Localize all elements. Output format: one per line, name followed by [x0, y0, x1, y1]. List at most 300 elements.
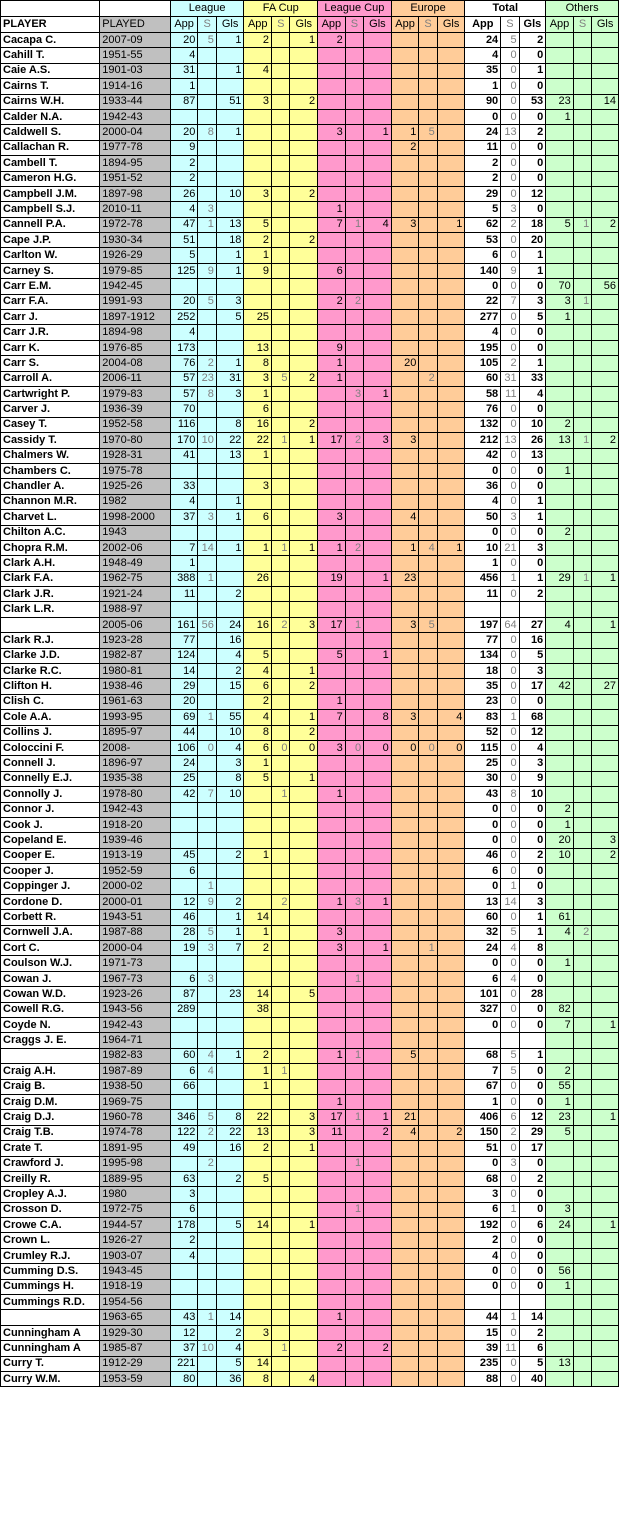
- total-gls-cell: 10: [519, 417, 546, 432]
- eu-app-cell: [391, 33, 419, 48]
- fa-gls-cell: [290, 279, 318, 294]
- lc-s-cell: [345, 1279, 363, 1294]
- player-cell: Craig D.M.: [1, 1094, 100, 1109]
- total-app-cell: 2: [465, 171, 501, 186]
- league-app-cell: 87: [170, 987, 198, 1002]
- others-app-cell: 23: [546, 94, 574, 109]
- fa-app-cell: [244, 1156, 272, 1171]
- lc-gls-cell: [364, 48, 392, 63]
- total-s-cell: 0: [501, 679, 519, 694]
- lc-s-cell: [345, 756, 363, 771]
- lc-gls-cell: [364, 617, 392, 632]
- league-app-cell: 4: [170, 1248, 198, 1263]
- others-gls-cell: 2: [592, 848, 619, 863]
- eu-gls-cell: [437, 771, 465, 786]
- table-row: [1, 1002, 619, 1017]
- eu-s-cell: [419, 479, 437, 494]
- others-s-cell: [573, 386, 591, 401]
- lc-app-cell: [318, 48, 346, 63]
- others-s-cell: [573, 956, 591, 971]
- eu-s-cell: [419, 186, 437, 201]
- total-app-cell: 60: [465, 910, 501, 925]
- eu-s-cell: [419, 1264, 437, 1279]
- league-app-cell: 122: [170, 1125, 198, 1140]
- fa-app-cell: 16: [244, 417, 272, 432]
- total-app-cell: 0: [465, 279, 501, 294]
- player-cell: Connell J.: [1, 756, 100, 771]
- table-row: [1, 233, 619, 248]
- total-app-cell: 0: [465, 1279, 501, 1294]
- eu-gls-cell: [437, 48, 465, 63]
- eu-app-cell: [391, 864, 419, 879]
- others-s-cell: [573, 1264, 591, 1279]
- fa-app-cell: 3: [244, 94, 272, 109]
- eu-gls-cell: [437, 617, 465, 632]
- league-s-cell: 10: [198, 1341, 216, 1356]
- others-app-cell: [546, 1248, 574, 1263]
- others-gls-cell: 1: [592, 1110, 619, 1125]
- league-app-cell: 106: [170, 740, 198, 755]
- eu-app-cell: [391, 1248, 419, 1263]
- eu-s-cell: [419, 233, 437, 248]
- total-app-cell: 3: [465, 1187, 501, 1202]
- others-gls-cell: [592, 971, 619, 986]
- table-row: [1, 540, 619, 555]
- fa-gls-cell: 3: [290, 1125, 318, 1140]
- player-cell: Cunningham A: [1, 1325, 100, 1340]
- others-s-cell: 2: [573, 925, 591, 940]
- eu-app-cell: [391, 417, 419, 432]
- others-s-cell: [573, 587, 591, 602]
- eu-app-cell: [391, 248, 419, 263]
- fa-gls-cell: [290, 879, 318, 894]
- eu-gls-cell: [437, 494, 465, 509]
- eu-s-cell: [419, 1064, 437, 1079]
- eu-gls-cell: [437, 109, 465, 124]
- table-row: [1, 802, 619, 817]
- total-gls-cell: 10: [519, 787, 546, 802]
- played-cell: 1942-43: [100, 802, 171, 817]
- league-cup-group-header: League Cup: [318, 1, 392, 17]
- league-s-cell: [198, 463, 216, 478]
- player-cell: Craggs J. E.: [1, 1033, 100, 1048]
- fa-gls-cell: [290, 1048, 318, 1063]
- league-app-cell: 3: [170, 1187, 198, 1202]
- fa-s-cell: [272, 1325, 290, 1340]
- lc-gls-cell: 1: [364, 1110, 392, 1125]
- league-app-cell: [170, 817, 198, 832]
- total-gls-cell: 1: [519, 925, 546, 940]
- eu-app-cell: 3: [391, 710, 419, 725]
- played-cell: 1901-03: [100, 63, 171, 78]
- table-row: [1, 171, 619, 186]
- eu-s-cell: 4: [419, 540, 437, 555]
- lc-s-cell: [345, 602, 363, 617]
- eu-gls-cell: [437, 386, 465, 401]
- league-gls-cell: [216, 556, 244, 571]
- league-s-cell: [198, 1218, 216, 1233]
- fa-s-cell: [272, 725, 290, 740]
- player-cell: Carroll A.: [1, 371, 100, 386]
- league-app-cell: [170, 279, 198, 294]
- others-gls-cell: [592, 1325, 619, 1340]
- total-gls-cell: 5: [519, 648, 546, 663]
- fa-app-cell: 13: [244, 340, 272, 355]
- fa-gls-cell: [290, 1018, 318, 1033]
- fa-s-cell: [272, 186, 290, 201]
- others-gls-cell: [592, 233, 619, 248]
- fa-app-cell: 9: [244, 263, 272, 278]
- lc-app-cell: [318, 186, 346, 201]
- total-app-cell: 77: [465, 633, 501, 648]
- fa-s-cell: [272, 510, 290, 525]
- total-app-cell: 10: [465, 540, 501, 555]
- eu-gls-cell: [437, 1110, 465, 1125]
- fa-app-cell: 1: [244, 448, 272, 463]
- total-app-cell: 46: [465, 848, 501, 863]
- fa-gls-cell: [290, 63, 318, 78]
- others-app-cell: [546, 864, 574, 879]
- lc-gls-cell: [364, 879, 392, 894]
- played-cell: 2000-01: [100, 894, 171, 909]
- total-s-cell: 9: [501, 263, 519, 278]
- league-gls-cell: [216, 340, 244, 355]
- eu-s-cell: [419, 1218, 437, 1233]
- eu-s-cell: [419, 1325, 437, 1340]
- league-app-cell: 47: [170, 217, 198, 232]
- league-s-cell: 8: [198, 125, 216, 140]
- league-app-cell: 63: [170, 1171, 198, 1186]
- others-gls-cell: [592, 556, 619, 571]
- others-app-cell: [546, 894, 574, 909]
- lc-app-cell: [318, 63, 346, 78]
- total-app-cell: 30: [465, 771, 501, 786]
- league-app-cell: 346: [170, 1110, 198, 1125]
- played-cell: 2000-02: [100, 879, 171, 894]
- player-cell: Clark R.J.: [1, 633, 100, 648]
- lc-app-cell: [318, 633, 346, 648]
- fa-s-cell: [272, 1264, 290, 1279]
- lc-gls-cell: [364, 525, 392, 540]
- eu-gls-cell: [437, 1310, 465, 1325]
- fa-gls-cell: [290, 941, 318, 956]
- eu-s-cell: 5: [419, 617, 437, 632]
- league-gls-cell: 2: [216, 1171, 244, 1186]
- league-gls-cell: 8: [216, 771, 244, 786]
- lc-app-cell: 1: [318, 1048, 346, 1063]
- total-app-cell: 42: [465, 448, 501, 463]
- lc-app-cell: [318, 1156, 346, 1171]
- league-app-cell: 9: [170, 140, 198, 155]
- fa-gls-cell: 2: [290, 679, 318, 694]
- others-s-cell: 1: [573, 433, 591, 448]
- others-app-cell: [546, 186, 574, 201]
- league-gls-cell: 18: [216, 233, 244, 248]
- others-gls-cell: [592, 1341, 619, 1356]
- lc-app-cell: [318, 864, 346, 879]
- others-app-cell: [546, 448, 574, 463]
- lc-s-cell: 1: [345, 1110, 363, 1125]
- fa-s-cell: [272, 833, 290, 848]
- lc-gls-cell: [364, 1079, 392, 1094]
- league-gls-cell: 22: [216, 433, 244, 448]
- lc-gls-cell: [364, 1356, 392, 1371]
- fa-s-cell: [272, 971, 290, 986]
- fa-app-cell: [244, 279, 272, 294]
- fa-gls-cell: [290, 587, 318, 602]
- total-gls-cell: 26: [519, 433, 546, 448]
- lc-gls-cell: [364, 202, 392, 217]
- fa-s-cell: [272, 925, 290, 940]
- others-gls-cell: [592, 1002, 619, 1017]
- league-s-cell: [198, 79, 216, 94]
- league-gls-cell: 51: [216, 94, 244, 109]
- total-app-cell: 4: [465, 48, 501, 63]
- league-app-cell: 60: [170, 1048, 198, 1063]
- fa-gls-cell: 0: [290, 740, 318, 755]
- lc-gls-header: Gls: [364, 17, 392, 33]
- table-row: [1, 1033, 619, 1048]
- eu-s-cell: [419, 1002, 437, 1017]
- fa-s-cell: 0: [272, 740, 290, 755]
- others-s-cell: [573, 710, 591, 725]
- league-gls-cell: [216, 325, 244, 340]
- played-cell: 1979-85: [100, 263, 171, 278]
- others-s-cell: [573, 63, 591, 78]
- total-s-cell: 0: [501, 417, 519, 432]
- played-cell: 1926-29: [100, 248, 171, 263]
- fa-gls-cell: [290, 125, 318, 140]
- lc-s-cell: [345, 340, 363, 355]
- table-row: [1, 125, 619, 140]
- others-gls-cell: 56: [592, 279, 619, 294]
- total-s-cell: 0: [501, 910, 519, 925]
- league-gls-cell: 2: [216, 894, 244, 909]
- total-s-cell: 0: [501, 740, 519, 755]
- table-row: [1, 771, 619, 786]
- fa-gls-cell: [290, 910, 318, 925]
- lc-app-cell: [318, 386, 346, 401]
- league-app-cell: 42: [170, 787, 198, 802]
- total-s-cell: 64: [501, 617, 519, 632]
- others-app-cell: 42: [546, 679, 574, 694]
- eu-s-cell: [419, 263, 437, 278]
- lc-app-cell: [318, 956, 346, 971]
- total-gls-cell: 28: [519, 987, 546, 1002]
- lc-gls-cell: [364, 233, 392, 248]
- player-cell: Cooper E.: [1, 848, 100, 863]
- lc-app-cell: 5: [318, 648, 346, 663]
- eu-s-cell: [419, 340, 437, 355]
- fa-gls-cell: [290, 217, 318, 232]
- total-s-cell: 5: [501, 1048, 519, 1063]
- eu-app-cell: [391, 664, 419, 679]
- others-gls-cell: [592, 186, 619, 201]
- table-row: [1, 140, 619, 155]
- league-app-cell: 170: [170, 433, 198, 448]
- league-s-cell: [198, 602, 216, 617]
- others-s-cell: [573, 510, 591, 525]
- lc-s-cell: 2: [345, 294, 363, 309]
- league-app-cell: [170, 1295, 198, 1310]
- fa-s-cell: [272, 79, 290, 94]
- player-cell: Clarke R.C.: [1, 664, 100, 679]
- blank-header-cell: [100, 1, 171, 17]
- league-gls-cell: 7: [216, 941, 244, 956]
- fa-app-cell: 38: [244, 1002, 272, 1017]
- league-s-cell: 2: [198, 356, 216, 371]
- league-s-cell: 3: [198, 510, 216, 525]
- lc-s-cell: 1: [345, 1202, 363, 1217]
- lc-s-cell: [345, 571, 363, 586]
- eu-s-cell: [419, 63, 437, 78]
- fa-s-cell: [272, 294, 290, 309]
- lc-app-cell: 2: [318, 294, 346, 309]
- table-row: [1, 1341, 619, 1356]
- eu-app-cell: [391, 186, 419, 201]
- lc-gls-cell: [364, 1295, 392, 1310]
- lc-gls-cell: [364, 417, 392, 432]
- total-gls-cell: 13: [519, 448, 546, 463]
- lc-gls-cell: [364, 156, 392, 171]
- lc-s-header: S: [345, 17, 363, 33]
- fa-app-cell: [244, 802, 272, 817]
- total-gls-cell: 2: [519, 1171, 546, 1186]
- eu-app-cell: [391, 1356, 419, 1371]
- league-app-cell: 4: [170, 202, 198, 217]
- fa-app-cell: 3: [244, 1325, 272, 1340]
- eu-gls-cell: [437, 1048, 465, 1063]
- fa-s-cell: [272, 1279, 290, 1294]
- league-s-cell: 1: [198, 217, 216, 232]
- league-s-cell: [198, 679, 216, 694]
- fa-s-cell: 1: [272, 433, 290, 448]
- lc-gls-cell: [364, 510, 392, 525]
- others-s-cell: [573, 556, 591, 571]
- fa-app-cell: 2: [244, 941, 272, 956]
- eu-gls-cell: [437, 417, 465, 432]
- eu-gls-cell: [437, 1079, 465, 1094]
- total-app-cell: 35: [465, 679, 501, 694]
- league-s-cell: [198, 1018, 216, 1033]
- eu-s-cell: [419, 556, 437, 571]
- total-s-cell: 0: [501, 525, 519, 540]
- table-row: [1, 740, 619, 755]
- player-cell: Craig T.B.: [1, 1125, 100, 1140]
- eu-app-cell: [391, 725, 419, 740]
- played-cell: 1952-59: [100, 864, 171, 879]
- fa-s-cell: [272, 1141, 290, 1156]
- league-gls-cell: 2: [216, 848, 244, 863]
- league-app-cell: 4: [170, 48, 198, 63]
- fa-app-cell: 14: [244, 910, 272, 925]
- others-app-cell: 3: [546, 294, 574, 309]
- league-s-cell: [198, 325, 216, 340]
- total-app-cell: 197: [465, 617, 501, 632]
- league-s-cell: [198, 248, 216, 263]
- player-cell: Craig B.: [1, 1079, 100, 1094]
- league-s-cell: [198, 587, 216, 602]
- table-row: [1, 325, 619, 340]
- eu-s-cell: [419, 325, 437, 340]
- others-app-cell: [546, 1187, 574, 1202]
- lc-gls-cell: [364, 1233, 392, 1248]
- others-app-cell: 1: [546, 310, 574, 325]
- eu-s-cell: [419, 1356, 437, 1371]
- total-app-cell: 277: [465, 310, 501, 325]
- eu-app-cell: 1: [391, 540, 419, 555]
- eu-s-cell: [419, 1202, 437, 1217]
- lc-app-cell: [318, 679, 346, 694]
- player-cell: Channon M.R.: [1, 494, 100, 509]
- fa-app-cell: 22: [244, 1110, 272, 1125]
- eu-s-cell: [419, 1171, 437, 1186]
- league-s-cell: [198, 1141, 216, 1156]
- fa-app-cell: 2: [244, 33, 272, 48]
- fa-app-cell: [244, 1094, 272, 1109]
- eu-app-cell: 0: [391, 740, 419, 755]
- league-app-cell: 1: [170, 79, 198, 94]
- league-app-cell: 161: [170, 617, 198, 632]
- eu-gls-cell: [437, 833, 465, 848]
- eu-s-cell: [419, 33, 437, 48]
- played-cell: 1943-56: [100, 1002, 171, 1017]
- table-row: [1, 1048, 619, 1063]
- league-s-cell: [198, 1187, 216, 1202]
- player-cell: Clark F.A.: [1, 571, 100, 586]
- total-s-cell: 0: [501, 633, 519, 648]
- total-s-cell: 0: [501, 956, 519, 971]
- others-s-cell: 1: [573, 217, 591, 232]
- fa-gls-cell: [290, 756, 318, 771]
- eu-app-cell: 1: [391, 125, 419, 140]
- eu-app-cell: 4: [391, 510, 419, 525]
- played-cell: 1988-97: [100, 602, 171, 617]
- fa-gls-cell: [290, 356, 318, 371]
- table-row: [1, 894, 619, 909]
- eu-s-cell: [419, 1094, 437, 1109]
- lc-app-cell: 7: [318, 217, 346, 232]
- played-cell: 1964-71: [100, 1033, 171, 1048]
- eu-app-cell: [391, 848, 419, 863]
- total-app-cell: 51: [465, 1141, 501, 1156]
- others-app-cell: 3: [546, 1202, 574, 1217]
- total-app-cell: 83: [465, 710, 501, 725]
- table-row: [1, 879, 619, 894]
- fa-app-cell: [244, 79, 272, 94]
- fa-s-cell: 1: [272, 540, 290, 555]
- played-cell: 2000-04: [100, 125, 171, 140]
- league-gls-cell: [216, 817, 244, 832]
- total-gls-cell: 16: [519, 633, 546, 648]
- eu-s-cell: [419, 987, 437, 1002]
- fa-s-cell: [272, 1371, 290, 1386]
- player-cell: Clark L.R.: [1, 602, 100, 617]
- league-app-cell: [170, 1018, 198, 1033]
- fa-gls-cell: [290, 263, 318, 278]
- others-app-cell: 55: [546, 1079, 574, 1094]
- league-app-cell: 49: [170, 1141, 198, 1156]
- eu-s-cell: [419, 771, 437, 786]
- fa-gls-cell: [290, 494, 318, 509]
- table-row: [1, 633, 619, 648]
- total-s-cell: 2: [501, 217, 519, 232]
- others-s-cell: [573, 817, 591, 832]
- player-cell: Clifton H.: [1, 679, 100, 694]
- played-cell: 1897-98: [100, 186, 171, 201]
- total-app-cell: 192: [465, 1218, 501, 1233]
- league-gls-cell: 4: [216, 740, 244, 755]
